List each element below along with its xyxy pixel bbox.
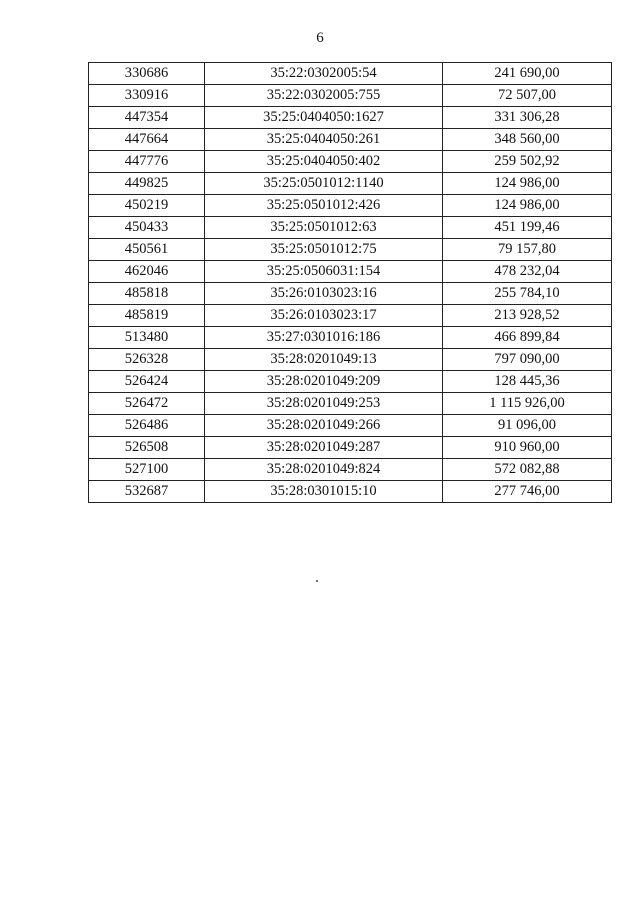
table-row <box>89 371 612 393</box>
row-id-cell: 330916 <box>89 85 205 107</box>
property-table-container <box>88 62 611 503</box>
row-id-cell: 450561 <box>89 239 205 261</box>
value-cell: 331 306,28 <box>443 107 612 129</box>
cadastral-number-cell: 35:25:0404050:402 <box>205 151 443 173</box>
value-cell: 124 986,00 <box>443 173 612 195</box>
value-cell: 277 746,00 <box>443 481 612 503</box>
table-row <box>89 173 612 195</box>
cadastral-number-cell: 35:28:0201049:287 <box>205 437 443 459</box>
table-row <box>89 415 612 437</box>
table-row <box>89 459 612 481</box>
cadastral-number-cell: 35:25:0501012:426 <box>205 195 443 217</box>
table-row <box>89 481 612 503</box>
row-id-cell: 527100 <box>89 459 205 481</box>
cadastral-number-cell: 35:25:0501012:75 <box>205 239 443 261</box>
property-table-body <box>89 63 612 503</box>
row-id-cell: 526508 <box>89 437 205 459</box>
value-cell: 124 986,00 <box>443 195 612 217</box>
table-row <box>89 195 612 217</box>
value-cell: 255 784,10 <box>443 283 612 305</box>
cadastral-number-cell: 35:28:0201049:209 <box>205 371 443 393</box>
row-id-cell: 526328 <box>89 349 205 371</box>
table-row <box>89 393 612 415</box>
cadastral-number-cell: 35:28:0201049:13 <box>205 349 443 371</box>
stray-mark <box>316 580 318 582</box>
table-row <box>89 239 612 261</box>
value-cell: 348 560,00 <box>443 129 612 151</box>
cadastral-number-cell: 35:28:0201049:824 <box>205 459 443 481</box>
page-number: 6 <box>316 30 324 46</box>
cadastral-number-cell: 35:25:0404050:1627 <box>205 107 443 129</box>
value-cell: 79 157,80 <box>443 239 612 261</box>
cadastral-number-cell: 35:25:0501012:63 <box>205 217 443 239</box>
value-cell: 451 199,46 <box>443 217 612 239</box>
row-id-cell: 462046 <box>89 261 205 283</box>
row-id-cell: 513480 <box>89 327 205 349</box>
table-row <box>89 327 612 349</box>
table-row <box>89 349 612 371</box>
row-id-cell: 450219 <box>89 195 205 217</box>
cadastral-number-cell: 35:26:0103023:17 <box>205 305 443 327</box>
value-cell: 572 082,88 <box>443 459 612 481</box>
property-table <box>88 62 612 503</box>
value-cell: 910 960,00 <box>443 437 612 459</box>
cadastral-number-cell: 35:22:0302005:755 <box>205 85 443 107</box>
cadastral-number-cell: 35:28:0301015:10 <box>205 481 443 503</box>
row-id-cell: 526424 <box>89 371 205 393</box>
table-row <box>89 129 612 151</box>
cadastral-number-cell: 35:25:0501012:1140 <box>205 173 443 195</box>
table-row <box>89 107 612 129</box>
table-row <box>89 217 612 239</box>
table-row <box>89 63 612 85</box>
row-id-cell: 526486 <box>89 415 205 437</box>
value-cell: 1 115 926,00 <box>443 393 612 415</box>
row-id-cell: 485819 <box>89 305 205 327</box>
value-cell: 259 502,92 <box>443 151 612 173</box>
table-row <box>89 305 612 327</box>
row-id-cell: 447776 <box>89 151 205 173</box>
cadastral-number-cell: 35:27:0301016:186 <box>205 327 443 349</box>
row-id-cell: 485818 <box>89 283 205 305</box>
row-id-cell: 449825 <box>89 173 205 195</box>
value-cell: 91 096,00 <box>443 415 612 437</box>
value-cell: 466 899,84 <box>443 327 612 349</box>
value-cell: 213 928,52 <box>443 305 612 327</box>
cadastral-number-cell: 35:22:0302005:54 <box>205 63 443 85</box>
cadastral-number-cell: 35:25:0404050:261 <box>205 129 443 151</box>
cadastral-number-cell: 35:28:0201049:253 <box>205 393 443 415</box>
table-row <box>89 151 612 173</box>
row-id-cell: 330686 <box>89 63 205 85</box>
value-cell: 478 232,04 <box>443 261 612 283</box>
value-cell: 241 690,00 <box>443 63 612 85</box>
table-row <box>89 85 612 107</box>
row-id-cell: 447664 <box>89 129 205 151</box>
row-id-cell: 526472 <box>89 393 205 415</box>
row-id-cell: 532687 <box>89 481 205 503</box>
value-cell: 128 445,36 <box>443 371 612 393</box>
row-id-cell: 450433 <box>89 217 205 239</box>
value-cell: 72 507,00 <box>443 85 612 107</box>
table-row <box>89 261 612 283</box>
cadastral-number-cell: 35:25:0506031:154 <box>205 261 443 283</box>
value-cell: 797 090,00 <box>443 349 612 371</box>
cadastral-number-cell: 35:26:0103023:16 <box>205 283 443 305</box>
table-row <box>89 283 612 305</box>
row-id-cell: 447354 <box>89 107 205 129</box>
cadastral-number-cell: 35:28:0201049:266 <box>205 415 443 437</box>
table-row <box>89 437 612 459</box>
